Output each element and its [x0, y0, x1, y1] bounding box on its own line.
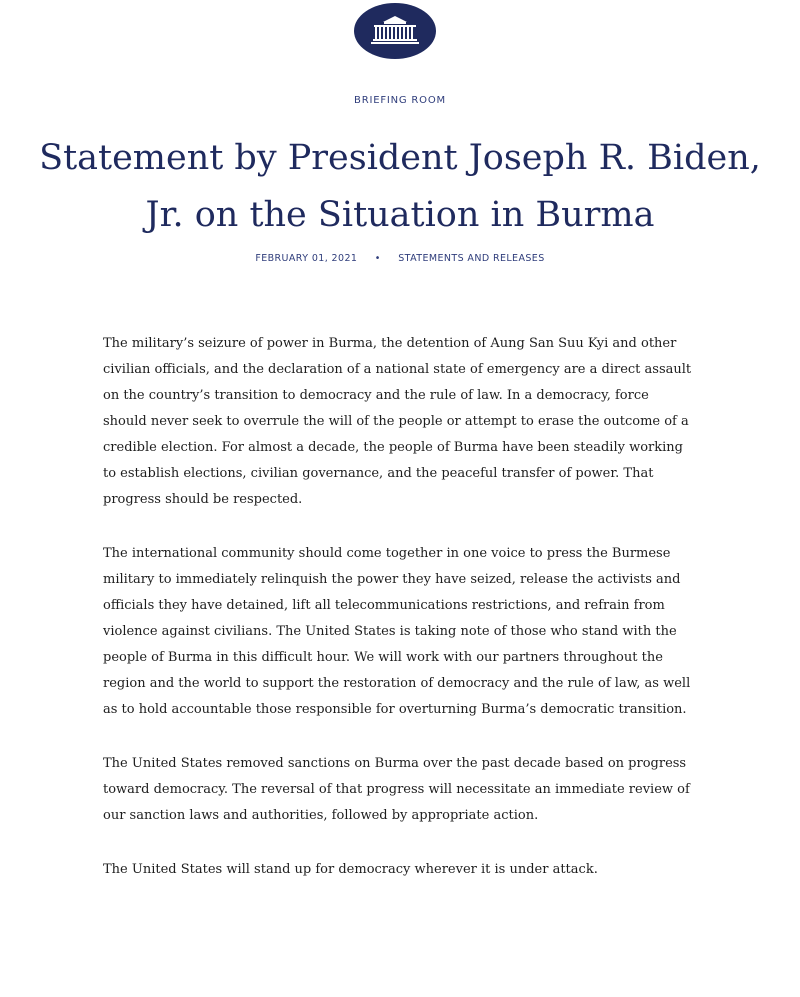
paragraph-1: The military’s seizure of power in Burma, the detention of Aung San Suu Kyi and other civilian officials, and the declaration of a national state of emergency are a direct assault on the country’s transition to democracy and the rule of law. In a democracy, force should never seek to overrule the will of the people or attempt to erase the outcome of a credible election. For almost a decade, the people of Burma have been steadily working to establish elections, civilian governance, and the peaceful transfer of power. That progress should be respected. [103, 336, 692, 507]
paragraph-4: The United States will stand up for democracy wherever it is under attack. [103, 862, 598, 877]
page-title: Statement by President Joseph R. Biden, Jr. on the Situation in Burma [39, 138, 761, 235]
publish-date: FEBRUARY 01, 2021 [255, 253, 358, 264]
category-link[interactable]: STATEMENTS AND RELEASES [398, 253, 545, 264]
article-meta [0, 253, 800, 264]
paragraph-2: The international community should come together in one voice to press the Burmese military to immediately relinquish the power they have seized, release the activists and officials they have detained, lift all telecommunications restrictions, and refrain from violence against civilians. The United States is taking note of those who stand with the people of Burma in this difficult hour. We will work with our partners throughout the region and the world to support the restoration of democracy and the rule of law, as well as to hold accountable those responsible for overturning Burma’s democratic transition. [103, 546, 691, 717]
paragraph-3: The United States removed sanctions on Burma over the past decade based on progress toward democracy. The reversal of that progress will necessitate an immediate review of our sanction laws and authorities, followed by appropriate action. [103, 756, 690, 823]
white-house-seal-icon [366, 13, 424, 49]
white-house-logo[interactable] [354, 3, 436, 59]
meta-separator: • [374, 253, 381, 264]
briefing-room-link[interactable]: BRIEFING ROOM [354, 95, 446, 106]
article-body [103, 331, 693, 883]
